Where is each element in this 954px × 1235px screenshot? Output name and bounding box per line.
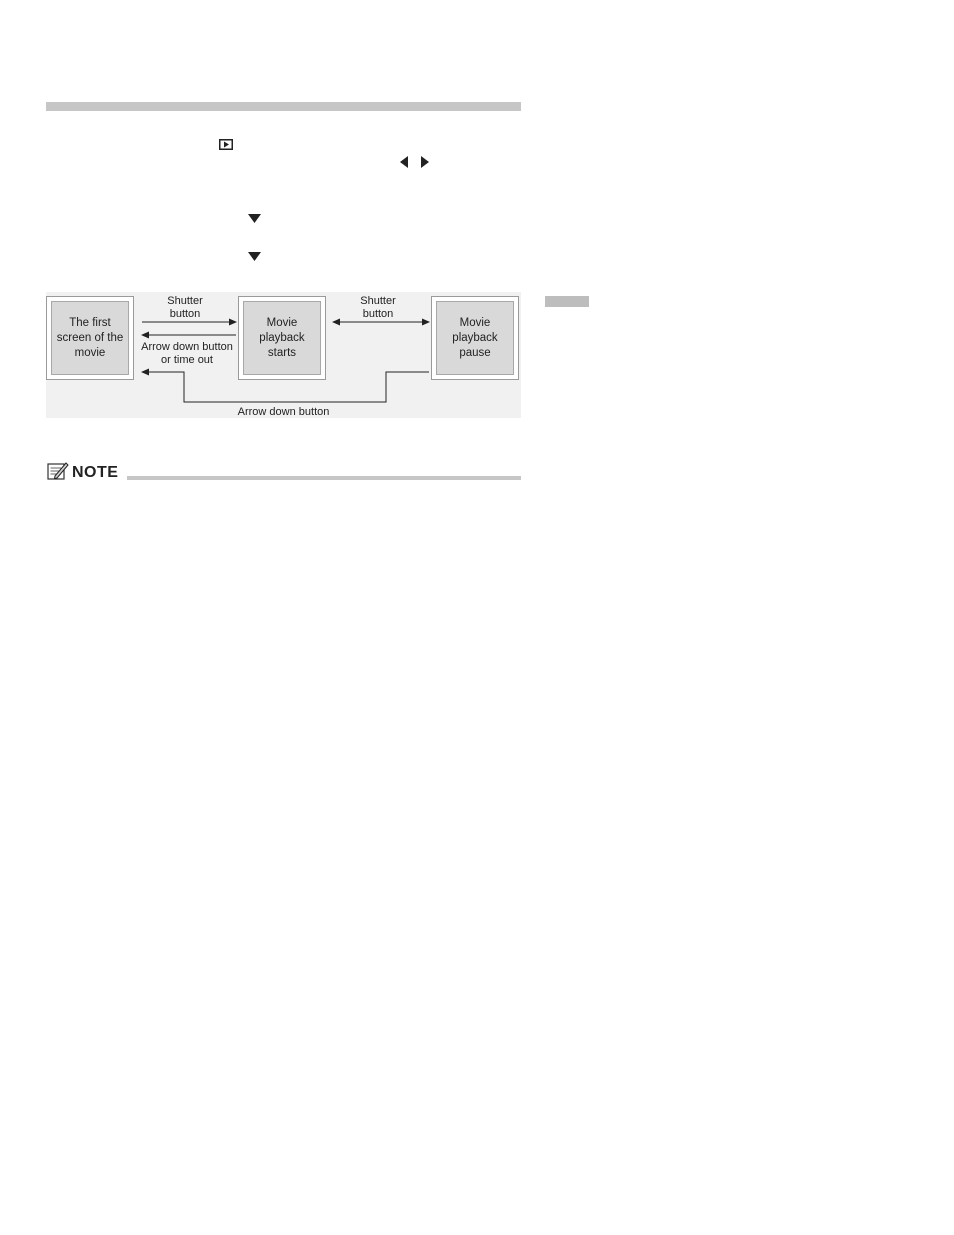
label-shutter-forward: Shutter button: [167, 295, 203, 320]
playback-state-diagram: [46, 292, 521, 422]
arrow-down-icon: [248, 214, 261, 223]
note-title: NOTE: [72, 464, 119, 481]
label-arrow-down-timeout: Arrow down button or time out: [141, 341, 233, 366]
play-mode-icon: [219, 139, 233, 150]
arrow-right-icon: [420, 156, 429, 168]
note-rule: [127, 476, 521, 480]
state-playback-starts: [238, 296, 326, 380]
note-pencil-icon: [47, 461, 69, 481]
arrow-left-icon: [400, 156, 409, 168]
arrow-down-icon: [248, 252, 261, 261]
state-label: The first screen of the movie: [51, 301, 129, 375]
side-tab-marker: [545, 296, 589, 307]
state-label: Movie playback starts: [243, 301, 321, 375]
state-first-screen: [46, 296, 134, 380]
state-playback-pause: [431, 296, 519, 380]
label-shutter-toggle: Shutter button: [360, 295, 396, 320]
label-arrow-down-bottom: Arrow down button: [237, 406, 330, 418]
section-header-bar: [46, 102, 521, 111]
state-label: Movie playback pause: [436, 301, 514, 375]
